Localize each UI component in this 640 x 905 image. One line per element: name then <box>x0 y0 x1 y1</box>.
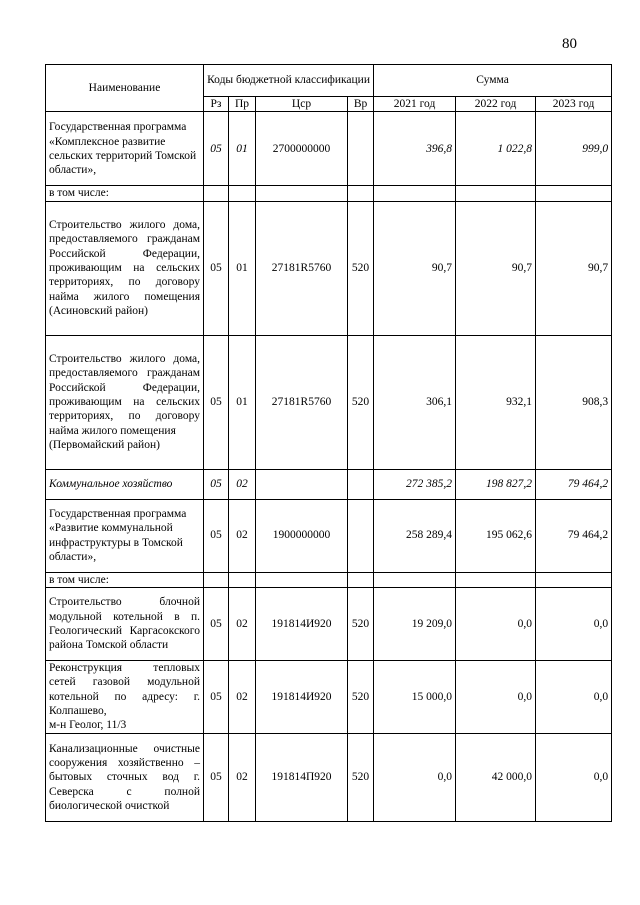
row-2023: 0,0 <box>536 733 612 821</box>
row-vr: 520 <box>348 201 374 335</box>
row-csr: 191814П920 <box>256 733 348 821</box>
row-rz: 05 <box>204 499 229 572</box>
row-name: в том числе: <box>46 186 204 201</box>
row-2022: 932,1 <box>456 335 536 469</box>
row-rz: 05 <box>204 587 229 660</box>
row-rz: 05 <box>204 201 229 335</box>
header-sum: Сумма <box>374 65 612 97</box>
row-name-extra: (Первомайский район) <box>49 438 160 451</box>
row-rz: 05 <box>204 733 229 821</box>
row-name: Коммунальное хозяйство <box>46 469 204 499</box>
row-2022: 1 022,8 <box>456 112 536 186</box>
header-codes: Коды бюджетной классификации <box>204 65 374 97</box>
row-2022: 0,0 <box>456 587 536 660</box>
row-pr: 02 <box>229 733 256 821</box>
header-rz: Рз <box>204 97 229 112</box>
row-rz: 05 <box>204 335 229 469</box>
row-pr: 02 <box>229 469 256 499</box>
row-name: Государственная программа «Развитие коммунальной инфраструктуры в Томской области», <box>46 499 204 572</box>
row-pr: 01 <box>229 335 256 469</box>
row-csr: 191814И920 <box>256 587 348 660</box>
row-2023: 79 464,2 <box>536 499 612 572</box>
row-pr: 01 <box>229 112 256 186</box>
table-row <box>46 733 612 821</box>
row-vr: 520 <box>348 587 374 660</box>
table-row <box>46 499 612 572</box>
table-row <box>46 186 612 201</box>
table-row <box>46 660 612 733</box>
row-name: в том числе: <box>46 572 204 587</box>
row-csr <box>256 469 348 499</box>
row-name-extra: м-н Геолог, 11/3 <box>49 719 127 732</box>
row-pr: 02 <box>229 499 256 572</box>
header-2023: 2023 год <box>536 97 612 112</box>
row-csr: 191814И920 <box>256 660 348 733</box>
row-csr: 27181R5760 <box>256 335 348 469</box>
header-pr: Пр <box>229 97 256 112</box>
row-vr: 520 <box>348 660 374 733</box>
row-2022: 90,7 <box>456 201 536 335</box>
row-2021: 0,0 <box>374 733 456 821</box>
row-vr <box>348 112 374 186</box>
row-2023: 90,7 <box>536 201 612 335</box>
row-2021: 306,1 <box>374 335 456 469</box>
row-2023: 79 464,2 <box>536 469 612 499</box>
row-2021: 19 209,0 <box>374 587 456 660</box>
row-2022: 195 062,6 <box>456 499 536 572</box>
row-name: Строительство жилого дома, предоставляемого гражданам Российской Федерации, проживающим на сельских территориях, по договору найма жилого помещения <box>49 353 200 437</box>
row-csr: 1900000000 <box>256 499 348 572</box>
row-vr: 520 <box>348 335 374 469</box>
row-2021: 258 289,4 <box>374 499 456 572</box>
row-pr: 01 <box>229 201 256 335</box>
row-2021: 15 000,0 <box>374 660 456 733</box>
table-row <box>46 112 612 186</box>
row-csr: 2700000000 <box>256 112 348 186</box>
page-number: 80 <box>562 36 577 52</box>
table-row <box>46 572 612 587</box>
header-2021: 2021 год <box>374 97 456 112</box>
row-rz: 05 <box>204 469 229 499</box>
row-2021: 90,7 <box>374 201 456 335</box>
row-name: Реконструкция тепловых сетей газовой модульной котельной по адресу: г. Колпашево, <box>49 662 200 718</box>
row-name: Канализационные очистные сооружения хозяйственно – бытовых сточных вод г. Северска с полной биологической очисткой <box>46 733 204 821</box>
table-row <box>46 201 612 335</box>
table-row <box>46 587 612 660</box>
row-rz: 05 <box>204 112 229 186</box>
header-2022: 2022 год <box>456 97 536 112</box>
table-row <box>46 335 612 469</box>
row-pr: 02 <box>229 587 256 660</box>
row-pr: 02 <box>229 660 256 733</box>
row-2021: 272 385,2 <box>374 469 456 499</box>
row-name-cell <box>46 335 204 469</box>
row-csr: 27181R5760 <box>256 201 348 335</box>
row-2021: 396,8 <box>374 112 456 186</box>
row-2023: 0,0 <box>536 587 612 660</box>
row-2023: 0,0 <box>536 660 612 733</box>
row-2022: 42 000,0 <box>456 733 536 821</box>
row-vr <box>348 499 374 572</box>
row-name: Строительство блочной модульной котельной в п. Геологический Каргасокского района Томской области <box>46 587 204 660</box>
table-row <box>46 469 612 499</box>
row-2023: 908,3 <box>536 335 612 469</box>
row-vr: 520 <box>348 733 374 821</box>
row-2022: 198 827,2 <box>456 469 536 499</box>
header-vr: Вр <box>348 97 374 112</box>
row-name: Государственная программа «Комплексное развитие сельских территорий Томской области», <box>46 112 204 186</box>
row-2023: 999,0 <box>536 112 612 186</box>
row-name: Строительство жилого дома, предоставляемого гражданам Российской Федерации, проживающим на сельских территориях, по договору найма жилого помещения (Асиновский район) <box>46 201 204 335</box>
header-name: Наименование <box>46 65 204 112</box>
header-csr: Цср <box>256 97 348 112</box>
row-2022: 0,0 <box>456 660 536 733</box>
budget-table <box>45 64 612 822</box>
row-rz: 05 <box>204 660 229 733</box>
row-name-cell <box>46 660 204 733</box>
row-vr <box>348 469 374 499</box>
